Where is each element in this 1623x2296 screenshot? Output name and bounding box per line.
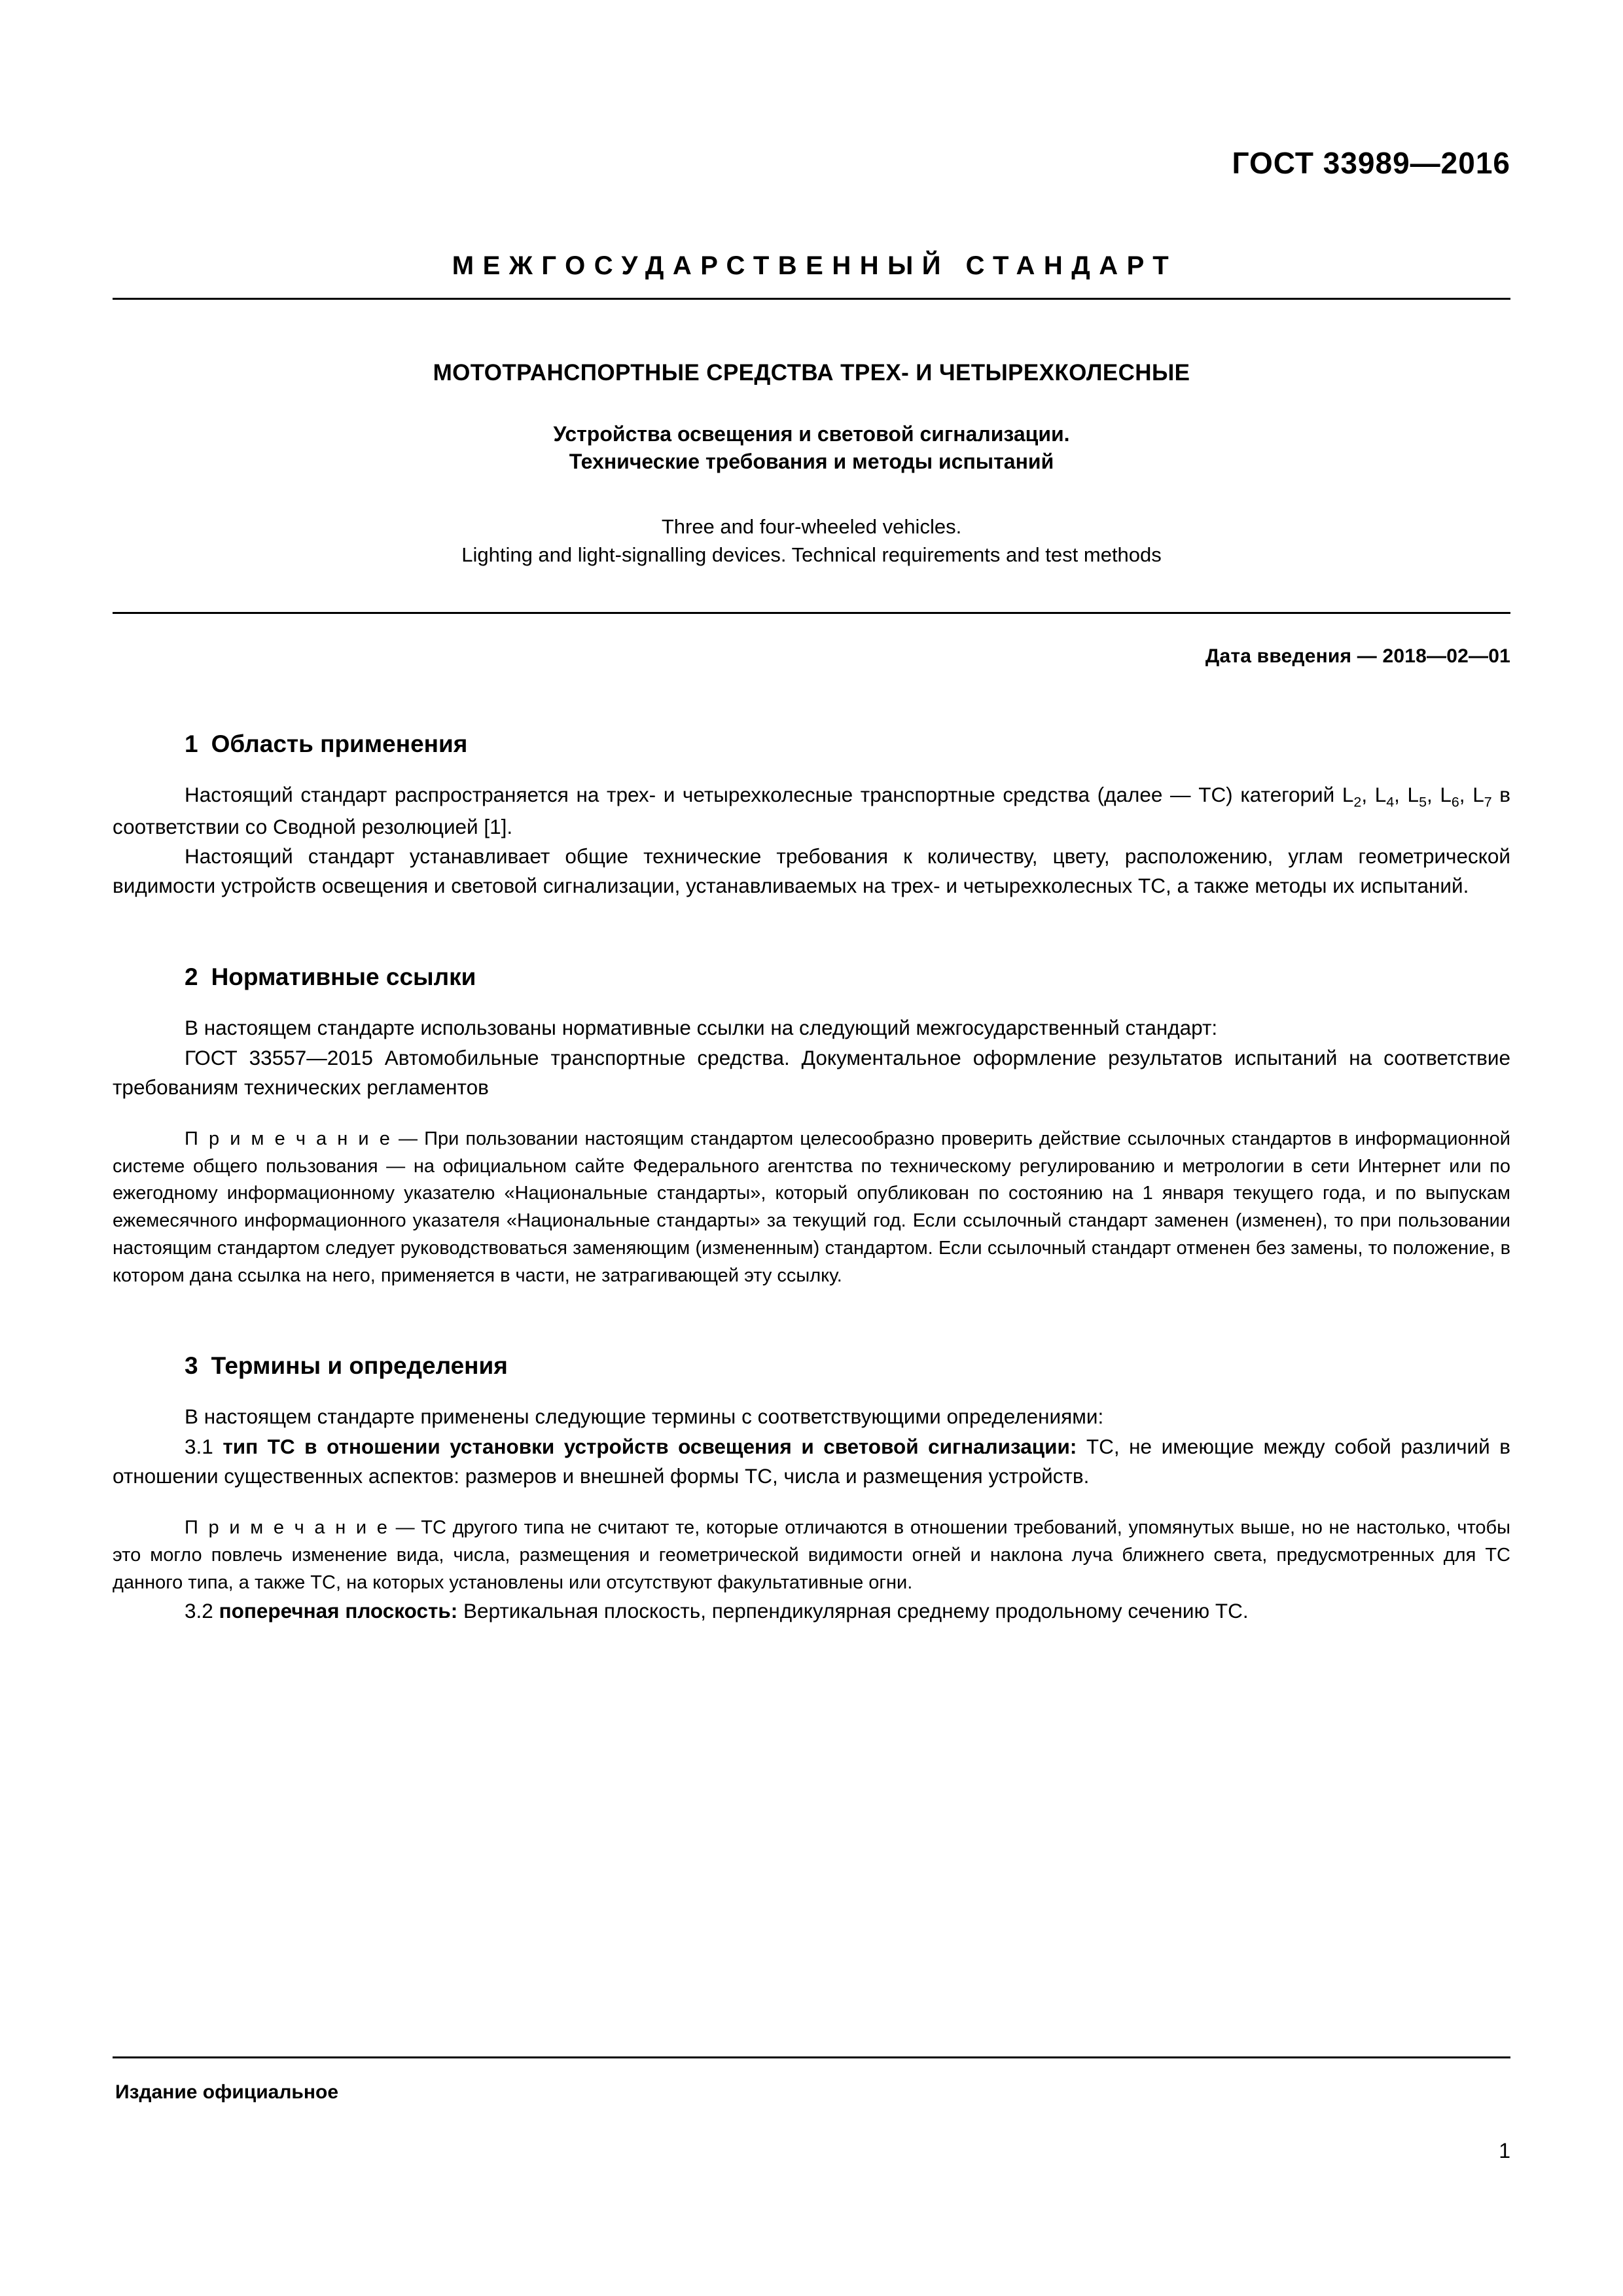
s1-p1-text-d: , L xyxy=(1426,782,1452,806)
note-text-3: — ТС другого типа не считают те, которые отличаются в отношении требований, упомянутых выше, но не настолько, чтобы это могло повлечь изменение вида, числа, размещения и геометрической видимости огней и наклона луча ближнего света, предусмотренных для ТС данного типа, а также ТС, на которых установлены или отсутствуют факультативные огни. xyxy=(113,1517,1510,1593)
document-subtitle-line1: Устройства освещения и световой сигнализации. xyxy=(553,422,1070,446)
section-heading-3 xyxy=(113,1352,1510,1380)
s1-p1-text-c: , L xyxy=(1394,782,1419,806)
section-3-paragraph-1: В настоящем стандарте применены следующие термины с соответствующими определениями: xyxy=(185,1405,1104,1429)
s1-p1-text-e: , L xyxy=(1459,782,1484,806)
item-3-2-number: 3.2 xyxy=(185,1599,213,1623)
section-3-item-3-1 xyxy=(113,1432,1510,1491)
section-heading-2 xyxy=(113,963,1510,991)
section-title-2: Нормативные ссылки xyxy=(211,963,476,991)
section-1-paragraph-1 xyxy=(113,780,1510,842)
item-3-1-number: 3.1 xyxy=(185,1434,213,1458)
section-3-item-3-2 xyxy=(113,1596,1510,1626)
document-title-english xyxy=(113,513,1510,568)
note-label-3: П р и м е ч а н и е xyxy=(185,1517,389,1538)
section-2-paragraph-1: В настоящем стандарте использованы нормативные ссылки на следующий межгосударственный стандарт: xyxy=(185,1016,1218,1040)
item-3-1-definition: ТС, не имеющие между собой различий в отношении существенных аспектов: размеров и внешней формы ТС, числа и размещения устройств. xyxy=(113,1434,1510,1488)
introduction-date: Дата введения — 2018—02—01 xyxy=(1205,645,1510,667)
divider-footer xyxy=(113,2056,1510,2058)
note-label-2: П р и м е ч а н и е xyxy=(185,1128,392,1149)
document-subtitle xyxy=(113,420,1510,475)
document-code: ГОСТ 33989—2016 xyxy=(1232,146,1510,180)
s1-p1-sub-7: 7 xyxy=(1484,794,1492,810)
title-block xyxy=(113,360,1510,569)
section-number-2: 2 xyxy=(185,963,198,991)
section-2-note xyxy=(113,1126,1510,1290)
section-1-paragraph-2: Настоящий стандарт устанавливает общие технические требования к количеству, цвету, расположению, углам геометрической видимости устройств освещения и световой сигнализации, устанавливаемых на трех- и четырехколесных ТС, а также методы их испытаний. xyxy=(113,844,1510,898)
item-3-1-term: тип ТС в отношении установки устройств освещения и световой сигнализации: xyxy=(223,1434,1077,1458)
s1-p1-sub-6: 6 xyxy=(1451,794,1459,810)
standard-kind-title: МЕЖГОСУДАРСТВЕННЫЙ СТАНДАРТ xyxy=(452,251,1178,280)
document-title-english-line1: Three and four-wheeled vehicles. xyxy=(661,515,962,539)
document-subtitle-line2: Технические требования и методы испытаний xyxy=(569,450,1054,474)
document-title-english-line2: Lighting and light-signalling devices. Technical requirements and test methods xyxy=(461,543,1162,566)
edition-label: Издание официальное xyxy=(115,2081,339,2103)
note-text-2: — При пользовании настоящим стандартом целесообразно проверить действие ссылочных стандартов в информационной системе общего пользования — на официальном сайте Федерального агентства по техническому регулированию и метрологии в сети Интернет или по ежегодному информационному указателю «Национальные стандарты», который опубликован по состоянию на 1 января текущего года, и по выпускам ежемесячного информационного указателя «Национальные стандарты» за текущий год. Если ссылочный стандарт заменен (изменен), то при пользовании настоящим стандартом следует руководствоваться заменяющим (измененным) стандартом. Если ссылочный стандарт отменен без замены, то положение, в котором дана ссылка на него, применяется в части, не затрагивающей эту ссылку. xyxy=(113,1128,1510,1286)
page-content xyxy=(113,0,1510,1626)
section-title-3: Термины и определения xyxy=(211,1352,508,1380)
section-title-1: Область применения xyxy=(211,730,468,757)
section-2-paragraph-2: ГОСТ 33557—2015 Автомобильные транспортные средства. Документальное оформление результатов испытаний на соответствие требованиям технических регламентов xyxy=(113,1045,1510,1099)
item-3-2-term: поперечная плоскость: xyxy=(219,1599,458,1623)
divider-under-standard-kind xyxy=(113,298,1510,300)
s1-p1-text-f: в соответствии со Сводной резолюцией [1]. xyxy=(113,782,1510,838)
section-number-1: 1 xyxy=(185,730,198,757)
s1-p1-text-b: , L xyxy=(1361,782,1387,806)
s1-p1-sub-4: 4 xyxy=(1386,794,1395,810)
section-heading-1 xyxy=(113,730,1510,758)
section-number-3: 3 xyxy=(185,1352,198,1380)
item-3-2-definition: Вертикальная плоскость, перпендикулярная среднему продольному сечению ТС. xyxy=(457,1599,1249,1623)
s1-p1-sub-5: 5 xyxy=(1419,794,1427,810)
s1-p1-sub-2: 2 xyxy=(1353,794,1362,810)
divider-under-title xyxy=(113,612,1510,614)
page-number: 1 xyxy=(1499,2139,1510,2162)
section-3-note xyxy=(113,1515,1510,1596)
s1-p1-text-a: Настоящий стандарт распространяется на трех- и четырехколесные транспортные средства (далее — ТС) категорий L xyxy=(185,782,1354,806)
document-title: МОТОТРАНСПОРТНЫЕ СРЕДСТВА ТРЕХ- И ЧЕТЫРЕХКОЛЕСНЫЕ xyxy=(433,360,1190,386)
